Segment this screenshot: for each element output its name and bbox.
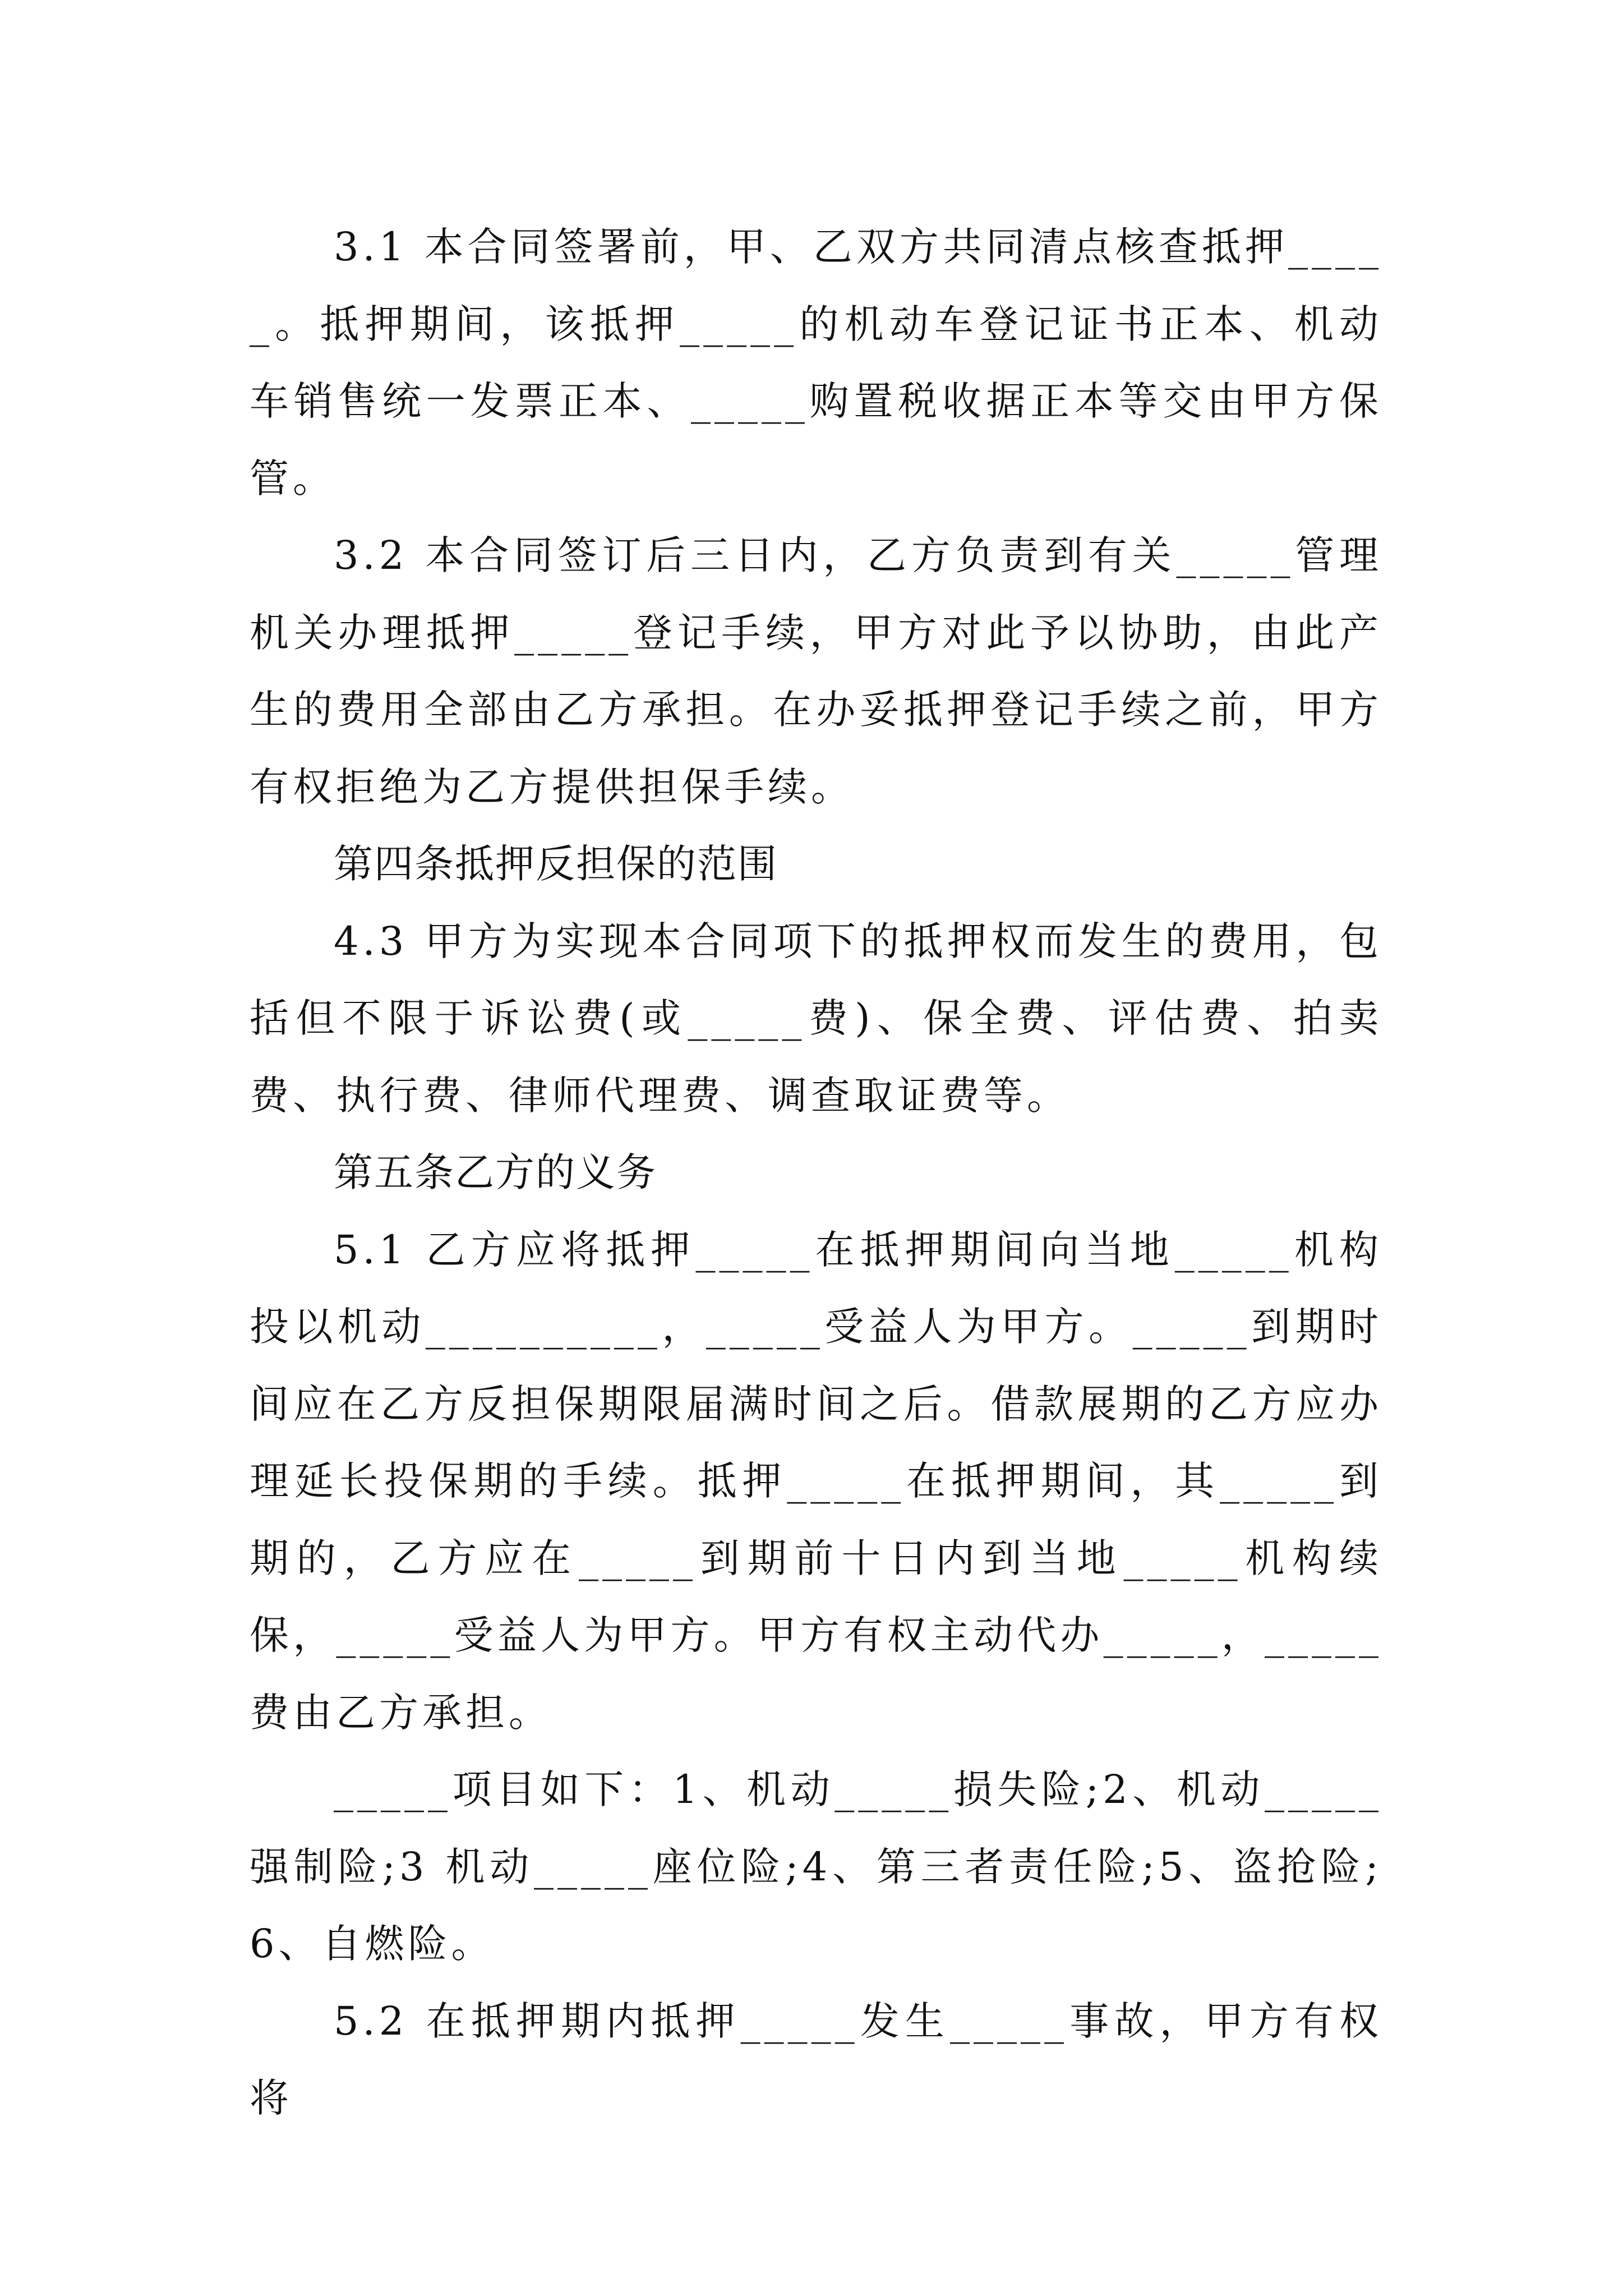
paragraph-5-2: 5.2 在抵押期内抵押_____发生_____事故，甲方有权将 [250,1998,1382,2121]
paragraph-3-1: 3.1 本合同签署前，甲、乙双方共同清点核查抵押_____。抵押期间，该抵押_____的机动车登记证书正本、机动车销售统一发票正本、_____购置税收据正本等交由甲方保管。 [250,224,1382,501]
section-heading-5: 第五条乙方的义务 [334,1149,657,1195]
paragraph-3-2: 3.2 本合同签订后三日内，乙方负责到有关_____管理机关办理抵押_____登记手续，甲方对此予以协助，由此产生的费用全部由乙方承担。在办妥抵押登记手续之前，甲方有权拒绝为乙方提供担保手续。 [250,532,1382,810]
paragraph-4-3: 4.3 甲方为实现本合同项下的抵押权而发生的费用，包括但不限于诉讼费(或_____费)、保全费、评估费、拍卖费、执行费、律师代理费、调查取证费等。 [250,918,1382,1119]
section-heading-4: 第四条抵押反担保的范围 [334,841,778,887]
paragraph-5-1-items: _____项目如下：1、机动_____损失险;2、机动_____强制险;3 机动_____座位险;4、第三者责任险;5、盗抢险;6、自燃险。 [250,1766,1382,1967]
document-body [250,209,1382,2137]
paragraph-5-1: 5.1 乙方应将抵押_____在抵押期间向当地_____机构投以机动__________，_____受益人为甲方。_____到期时间应在乙方反担保期限届满时间之后。借款展期的乙方应办理延长投保期的手续。抵押_____在抵押期间，其_____到期的，乙方应在_____到期前十日内到当地_____机构续保，_____受益人为甲方。甲方有权主动代办_____，_____费由乙方承担。 [250,1226,1382,1736]
